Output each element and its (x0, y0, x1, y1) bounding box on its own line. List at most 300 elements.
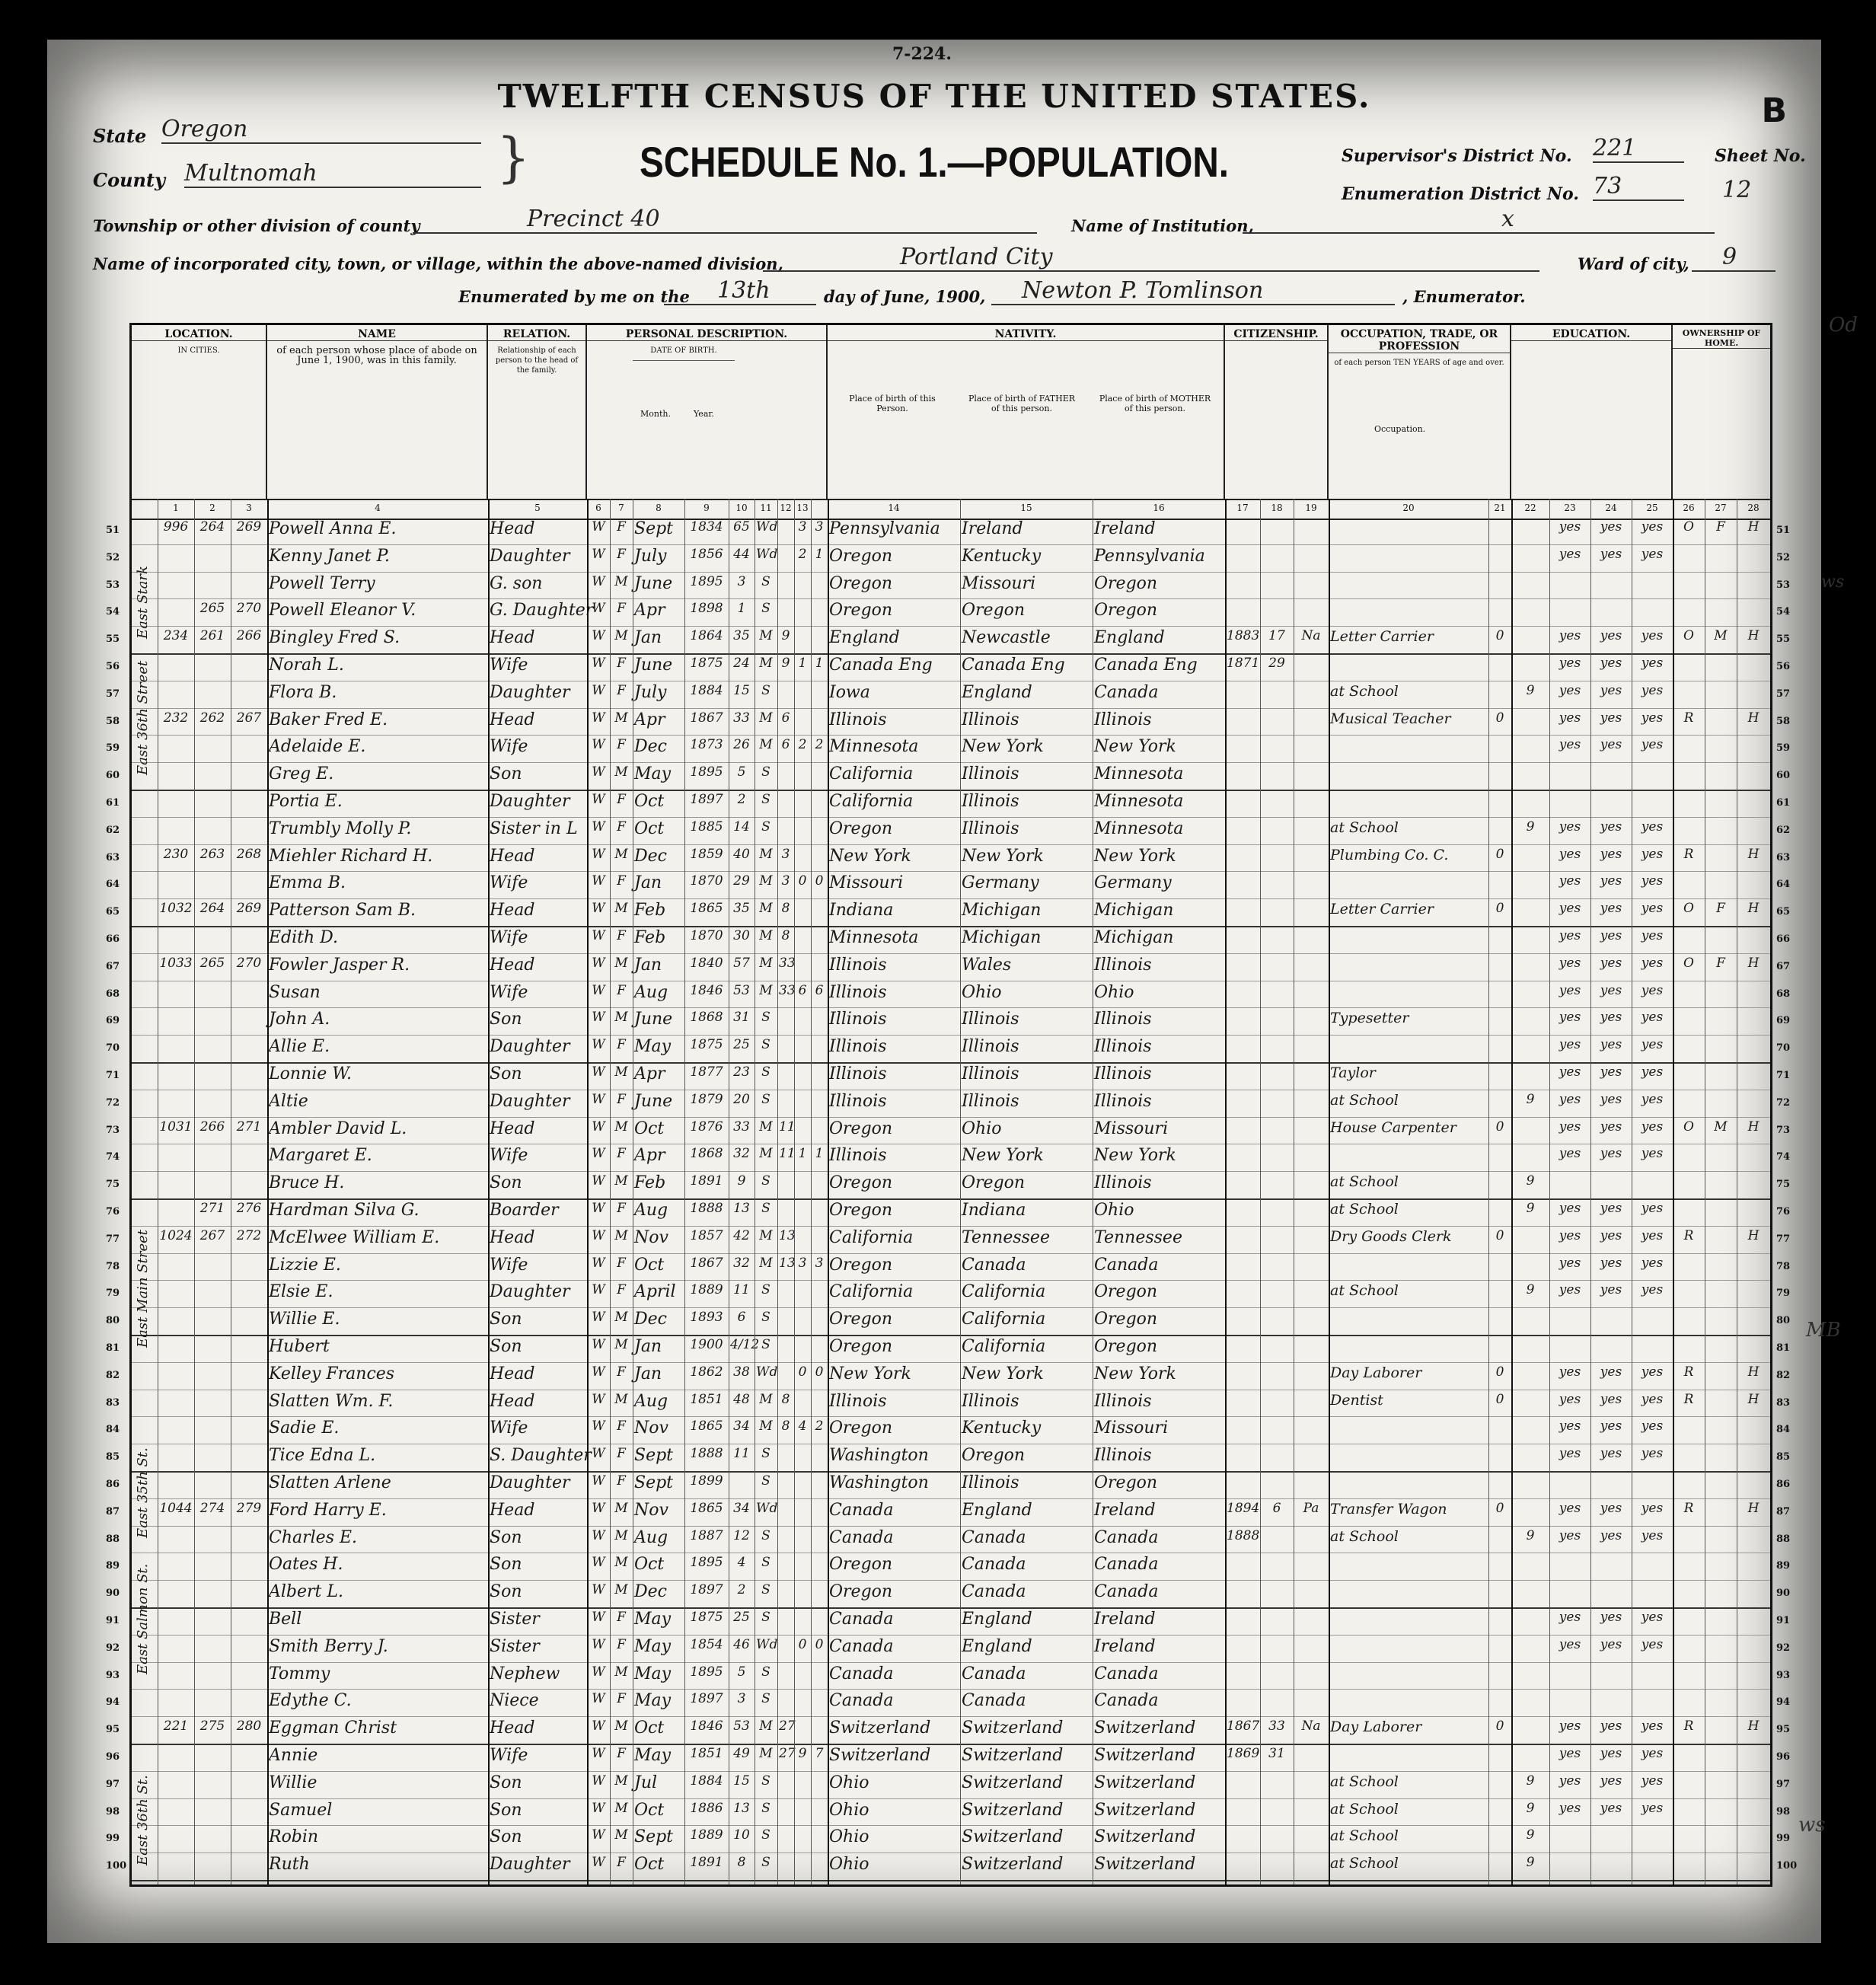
cell-color: W (592, 1636, 605, 1652)
table-row (106, 1607, 1791, 1636)
cell-rel: Son (490, 1555, 522, 1575)
cell-house: 1031 (159, 1119, 193, 1135)
col-citizenship: CITIZENSHIP. (1225, 325, 1329, 499)
cell-mother: Switzerland (1094, 1827, 1196, 1847)
cell-occ: Plumbing Co. C. (1330, 846, 1449, 863)
cell-unemp: 0 (1495, 846, 1504, 862)
column-number: 7 (618, 503, 624, 513)
table-row (106, 1307, 1791, 1336)
cell-owned: R (1683, 1719, 1694, 1734)
cell-name: Robin (269, 1827, 319, 1847)
cell-year: 1857 (690, 1227, 723, 1243)
cell-rel: Boarder (490, 1201, 559, 1220)
line-number-left: 62 (106, 824, 120, 836)
cell-dwelling: 275 (199, 1719, 225, 1734)
cell-english: yes (1641, 1419, 1664, 1434)
cell-month: Oct (634, 1855, 665, 1875)
cell-read: yes (1559, 1800, 1581, 1816)
table-row (106, 1390, 1791, 1418)
cell-father: Indiana (962, 1201, 1026, 1220)
cell-name: Norah L. (269, 656, 344, 675)
cell-age: 4 (737, 1555, 746, 1571)
cell-mother: Canada (1094, 1664, 1159, 1683)
cell-month: May (634, 1610, 672, 1629)
col-relation: RELATION. Relationship of each person to the head of the family. (488, 325, 587, 499)
cell-read: yes (1559, 656, 1581, 671)
cell-birth: Pennsylvania (829, 519, 940, 538)
cell-family: 272 (236, 1227, 262, 1243)
enumerator-name: Newton P. Tomlinson (991, 277, 1395, 305)
cell-marital: S (761, 1527, 770, 1543)
line-number-left: 67 (106, 960, 120, 972)
table-row (106, 1689, 1791, 1717)
cell-sex: M (614, 1664, 628, 1680)
sheet-letter: B (1761, 91, 1787, 130)
cell-father: Switzerland (962, 1746, 1064, 1765)
cell-years-married: 11 (779, 1146, 796, 1162)
cell-age: 65 (733, 519, 750, 535)
cell-marital: M (759, 628, 773, 644)
table-row (106, 708, 1791, 736)
cell-age: 34 (733, 1419, 750, 1434)
cell-children: 0 (798, 873, 807, 889)
cell-mother: Oregon (1094, 1473, 1158, 1492)
cell-month: Oct (634, 819, 665, 838)
cell-year: 1868 (690, 1010, 723, 1026)
city-value: Portland City (763, 244, 1539, 272)
cell-color: W (592, 656, 605, 671)
cell-birth: Canada Eng (829, 656, 933, 675)
table-row (106, 1744, 1791, 1772)
line-number-left: 82 (106, 1369, 120, 1381)
cell-years-married: 33 (779, 982, 796, 998)
cell-unemp: 0 (1495, 901, 1504, 917)
cell-father: Illinois (962, 1064, 1019, 1083)
cell-rel: Head (490, 1500, 535, 1520)
cell-read: yes (1559, 982, 1581, 998)
cell-owned: R (1683, 710, 1694, 726)
table-row (106, 1253, 1791, 1281)
cell-english: yes (1641, 1527, 1664, 1543)
cell-year: 1859 (690, 846, 723, 862)
cell-write: yes (1600, 1201, 1622, 1216)
cell-age: 25 (733, 1037, 750, 1053)
cell-father: Oregon (962, 1446, 1026, 1466)
cell-mother: Missouri (1094, 1419, 1169, 1438)
cell-color: W (592, 1282, 605, 1298)
cell-mother: Canada (1094, 1527, 1159, 1547)
cell-family: 266 (236, 628, 262, 644)
line-number-right: 78 (1776, 1260, 1791, 1272)
cell-marital: S (761, 1691, 770, 1707)
cell-color: W (592, 1691, 605, 1707)
cell-rel: Daughter (490, 546, 570, 566)
cell-mother: Canada (1094, 1255, 1159, 1275)
cell-age: 15 (733, 682, 750, 698)
line-number-right: 51 (1776, 525, 1791, 536)
cell-living: 6 (815, 982, 824, 998)
cell-color: W (592, 764, 605, 780)
cell-color: W (592, 1119, 605, 1135)
line-number-right: 60 (1776, 770, 1791, 782)
cell-name: Oates H. (269, 1555, 343, 1575)
cell-years-us: 31 (1268, 1746, 1285, 1761)
cell-name: Adelaide E. (269, 737, 366, 757)
cell-write: yes (1600, 1282, 1622, 1298)
cell-years-married: 27 (779, 1719, 796, 1734)
cell-age: 31 (733, 1010, 750, 1026)
cell-unemp: 0 (1495, 1719, 1504, 1734)
cell-color: W (592, 682, 605, 698)
cell-age: 34 (733, 1500, 750, 1516)
enumerator-label: , Enumerator. (1402, 287, 1526, 306)
cell-year: 1887 (690, 1527, 723, 1543)
cell-month: Apr (634, 601, 665, 621)
cell-marital: S (761, 1855, 770, 1871)
cell-immig: 1883 (1227, 628, 1260, 644)
cell-living: 3 (815, 1255, 824, 1271)
cell-farm: H (1747, 1119, 1760, 1135)
cell-write: yes (1600, 1255, 1622, 1271)
cell-children: 0 (798, 1636, 807, 1652)
cell-father: Missouri (962, 573, 1036, 593)
cell-age: 11 (733, 1446, 750, 1462)
cell-month: Apr (634, 1146, 665, 1166)
cell-name: Smith Berry J. (269, 1636, 388, 1656)
cell-years-us: 6 (1272, 1500, 1281, 1516)
cell-occ: at School (1330, 1282, 1399, 1300)
cell-marital: Wd (756, 546, 778, 562)
table-row (106, 844, 1791, 873)
cell-age: 2 (737, 1582, 746, 1598)
cell-family: 268 (236, 846, 262, 862)
cell-living: 1 (815, 546, 824, 562)
cell-marital: S (761, 1037, 770, 1053)
line-number-right: 98 (1776, 1805, 1791, 1817)
cell-english: yes (1641, 1610, 1664, 1625)
cell-owned: R (1683, 1227, 1694, 1243)
line-number-right: 80 (1776, 1315, 1791, 1327)
cell-name: Slatten Wm. F. (269, 1391, 394, 1411)
cell-age: 29 (733, 873, 750, 889)
cell-mother: Canada (1094, 1691, 1159, 1711)
cell-living: 1 (815, 1146, 824, 1162)
cell-write: yes (1600, 1446, 1622, 1462)
cell-owned: R (1683, 1500, 1694, 1516)
cell-family: 269 (236, 519, 262, 535)
cell-color: W (592, 1337, 605, 1352)
cell-children: 9 (798, 1746, 807, 1761)
cell-dwelling: 261 (199, 628, 225, 644)
table-row (106, 1553, 1791, 1581)
cell-rel: Son (490, 1800, 522, 1820)
cell-month: Sept (634, 519, 674, 538)
column-number: 25 (1646, 503, 1658, 513)
cell-age: 5 (737, 1664, 746, 1680)
township-label: Township or other division of county (93, 216, 420, 235)
cell-marital: S (761, 764, 770, 780)
line-number-right: 70 (1776, 1042, 1791, 1055)
cell-birth: Oregon (829, 601, 893, 621)
cell-color: W (592, 1773, 605, 1789)
cell-marital: S (761, 1473, 770, 1489)
cell-english: yes (1641, 846, 1664, 862)
cell-years-married: 33 (779, 955, 796, 971)
column-rule (1488, 499, 1489, 1884)
cell-father: Newcastle (962, 628, 1051, 648)
table-row (106, 1635, 1791, 1663)
sheet-value: 12 (1722, 177, 1752, 203)
cell-rel: Head (490, 710, 535, 729)
cell-father: Germany (962, 873, 1039, 893)
cell-write: yes (1600, 682, 1622, 698)
cell-month: Sept (634, 1473, 674, 1492)
column-number: 19 (1305, 503, 1317, 513)
cell-farm: H (1747, 519, 1760, 535)
cell-english: yes (1641, 682, 1664, 698)
cell-age: 24 (733, 656, 750, 671)
cell-english: yes (1641, 873, 1664, 889)
cell-farm: H (1747, 1719, 1760, 1734)
cell-sex: F (617, 1855, 626, 1871)
line-number-left: 53 (106, 579, 120, 591)
cell-immig: 1869 (1227, 1746, 1260, 1761)
cell-name: Ambler David L. (269, 1119, 407, 1138)
cell-color: W (592, 1146, 605, 1162)
cell-father: Tennessee (962, 1227, 1050, 1247)
cell-marital: Wd (756, 519, 778, 535)
cell-read: yes (1559, 519, 1581, 535)
cell-father: Illinois (962, 1037, 1019, 1057)
line-number-right: 72 (1776, 1096, 1791, 1109)
line-number-left: 76 (106, 1206, 120, 1217)
cell-mother: Oregon (1094, 573, 1158, 593)
line-number-right: 86 (1776, 1479, 1791, 1490)
cell-school: 9 (1526, 1091, 1535, 1107)
cell-read: yes (1559, 1091, 1581, 1107)
cell-farm: H (1747, 1227, 1760, 1243)
cell-years-married: 8 (781, 928, 790, 943)
census-title: TWELFTH CENSUS OF THE UNITED STATES. (497, 78, 1371, 115)
cell-occ: at School (1330, 682, 1399, 700)
cell-write: yes (1600, 1227, 1622, 1243)
cell-immig: 1867 (1227, 1719, 1260, 1734)
cell-marital: S (761, 1064, 770, 1080)
line-number-left: 90 (106, 1588, 120, 1600)
cell-read: yes (1559, 1119, 1581, 1135)
cell-occ: at School (1330, 1800, 1399, 1817)
cell-birth: Illinois (829, 1391, 887, 1411)
cell-marital: Wd (756, 1364, 778, 1380)
cell-sex: F (617, 1037, 626, 1053)
line-number-right: 83 (1776, 1396, 1791, 1409)
cell-sex: M (614, 1064, 628, 1080)
cell-color: W (592, 955, 605, 971)
cell-mother: New York (1094, 1364, 1176, 1383)
cell-occ: Dentist (1330, 1391, 1383, 1409)
table-row (106, 1771, 1791, 1799)
cell-sex: F (617, 1201, 626, 1216)
cell-sex: M (614, 1500, 628, 1516)
cell-sex: M (614, 846, 628, 862)
cell-month: June (634, 573, 673, 593)
cell-sex: M (614, 1119, 628, 1135)
table-row (106, 1171, 1791, 1200)
cell-free: F (1716, 955, 1725, 971)
cell-english: yes (1641, 1800, 1664, 1816)
cell-english: yes (1641, 1719, 1664, 1734)
cell-english: yes (1641, 1636, 1664, 1652)
cell-read: yes (1559, 1746, 1581, 1761)
cell-color: W (592, 1310, 605, 1326)
cell-nat: Na (1301, 628, 1321, 644)
cell-color: W (592, 1255, 605, 1271)
cell-occ: at School (1330, 1855, 1399, 1872)
cell-rel: Nephew (490, 1664, 560, 1683)
cell-rel: Son (490, 1337, 522, 1356)
line-number-right: 62 (1776, 824, 1791, 836)
cell-mother: Oregon (1094, 1310, 1158, 1329)
cell-rel: Son (490, 1582, 522, 1602)
cell-age: 30 (733, 928, 750, 943)
line-number-right: 71 (1776, 1070, 1791, 1081)
cell-school: 9 (1526, 819, 1535, 835)
cell-farm: H (1747, 1391, 1760, 1407)
cell-birth: Indiana (829, 901, 894, 921)
cell-name: Bingley Fred S. (269, 628, 400, 648)
cell-sex: F (617, 1419, 626, 1434)
cell-birth: Oregon (829, 1173, 893, 1193)
cell-read: yes (1559, 1146, 1581, 1162)
cell-name: Ford Harry E. (269, 1500, 387, 1520)
cell-color: W (592, 1855, 605, 1871)
line-number-right: 85 (1776, 1451, 1791, 1463)
cell-mother: Oregon (1094, 601, 1158, 621)
column-rule (777, 499, 778, 1884)
cell-marital: M (759, 1746, 773, 1761)
cell-birth: New York (829, 1364, 911, 1383)
line-number-left: 97 (106, 1778, 120, 1790)
cell-birth: Canada (829, 1691, 894, 1711)
cell-sex: M (614, 1555, 628, 1571)
cell-write: yes (1600, 546, 1622, 562)
cell-birth: California (829, 764, 914, 784)
cell-owned: O (1683, 901, 1694, 917)
cell-month: Aug (634, 1201, 668, 1220)
line-number-left: 96 (106, 1751, 120, 1763)
cell-english: yes (1641, 955, 1664, 971)
cell-family: 271 (236, 1119, 262, 1135)
table-row (106, 1662, 1791, 1690)
cell-owned: O (1683, 955, 1694, 971)
column-number: 5 (534, 503, 541, 513)
cell-sex: M (614, 1827, 628, 1843)
cell-month: May (634, 764, 672, 784)
column-number: 24 (1605, 503, 1617, 513)
line-number-right: 77 (1776, 1233, 1791, 1245)
cell-year: 1846 (690, 982, 723, 998)
cell-birth: Oregon (829, 1337, 893, 1356)
cell-read: yes (1559, 1446, 1581, 1462)
ward-value: 9 (1692, 244, 1776, 272)
cell-father: Illinois (962, 764, 1019, 784)
cell-year: 1897 (690, 1691, 723, 1707)
column-number: 26 (1683, 503, 1695, 513)
table-row (106, 790, 1791, 818)
line-number-left: 57 (106, 688, 120, 700)
cell-rel: Son (490, 1173, 522, 1193)
line-number-left: 73 (106, 1124, 120, 1136)
cell-father: Illinois (962, 1473, 1019, 1492)
cell-living: 2 (815, 1419, 824, 1434)
cell-owned: R (1683, 1391, 1694, 1407)
cell-farm: H (1747, 846, 1760, 862)
cell-year: 1834 (690, 519, 723, 535)
cell-children: 4 (798, 1419, 807, 1434)
cell-name: Tommy (269, 1664, 330, 1683)
cell-rel: Head (490, 1364, 535, 1383)
cell-english: yes (1641, 928, 1664, 943)
cell-read: yes (1559, 1255, 1581, 1271)
cell-mother: Minnesota (1094, 764, 1184, 784)
cell-school: 9 (1526, 1173, 1535, 1189)
cell-age: 35 (733, 901, 750, 917)
col-personal-description: PERSONAL DESCRIPTION. DATE OF BIRTH. Month. Year. (587, 325, 828, 499)
cell-year: 1885 (690, 819, 723, 835)
cell-sex: M (614, 1582, 628, 1598)
cell-farm: H (1747, 1500, 1760, 1516)
cell-write: yes (1600, 928, 1622, 943)
cell-name: Charles E. (269, 1527, 358, 1547)
cell-father: Canada (962, 1255, 1026, 1275)
street-name: East 36th Street (135, 660, 151, 775)
cell-mother: New York (1094, 846, 1176, 866)
cell-birth: Oregon (829, 1582, 893, 1602)
cell-dwelling: 263 (199, 846, 225, 862)
cell-immig: 1894 (1227, 1500, 1260, 1516)
cell-mother: Oregon (1094, 1337, 1158, 1356)
cell-birth: Iowa (829, 682, 870, 702)
cell-name: Sadie E. (269, 1419, 340, 1438)
cell-mother: Canada (1094, 1582, 1159, 1602)
table-row (106, 1444, 1791, 1473)
line-number-left: 79 (106, 1288, 120, 1300)
cell-year: 1865 (690, 901, 723, 917)
cell-years-us: 33 (1268, 1719, 1285, 1734)
line-number-right: 100 (1776, 1860, 1798, 1872)
form-number: 7-224. (892, 44, 952, 64)
cell-sex: M (614, 1227, 628, 1243)
cell-mother: Canada (1094, 1555, 1159, 1575)
cell-sex: M (614, 1527, 628, 1543)
cell-marital: S (761, 1664, 770, 1680)
cell-write: yes (1600, 955, 1622, 971)
cell-nat: Pa (1303, 1500, 1319, 1516)
line-number-right: 68 (1776, 988, 1791, 1000)
cell-birth: Washington (829, 1473, 929, 1492)
table-row (106, 1526, 1791, 1554)
line-number-left: 92 (106, 1642, 120, 1654)
cell-year: 1851 (690, 1746, 723, 1761)
cell-month: Nov (634, 1500, 668, 1520)
cell-sex: F (617, 1610, 626, 1625)
table-row (106, 1825, 1791, 1853)
cell-sex: F (617, 1446, 626, 1462)
col-location: LOCATION. IN CITIES. (132, 325, 267, 499)
cell-father: Canada (962, 1691, 1026, 1711)
cell-marital: S (761, 1827, 770, 1843)
cell-sex: M (614, 1010, 628, 1026)
